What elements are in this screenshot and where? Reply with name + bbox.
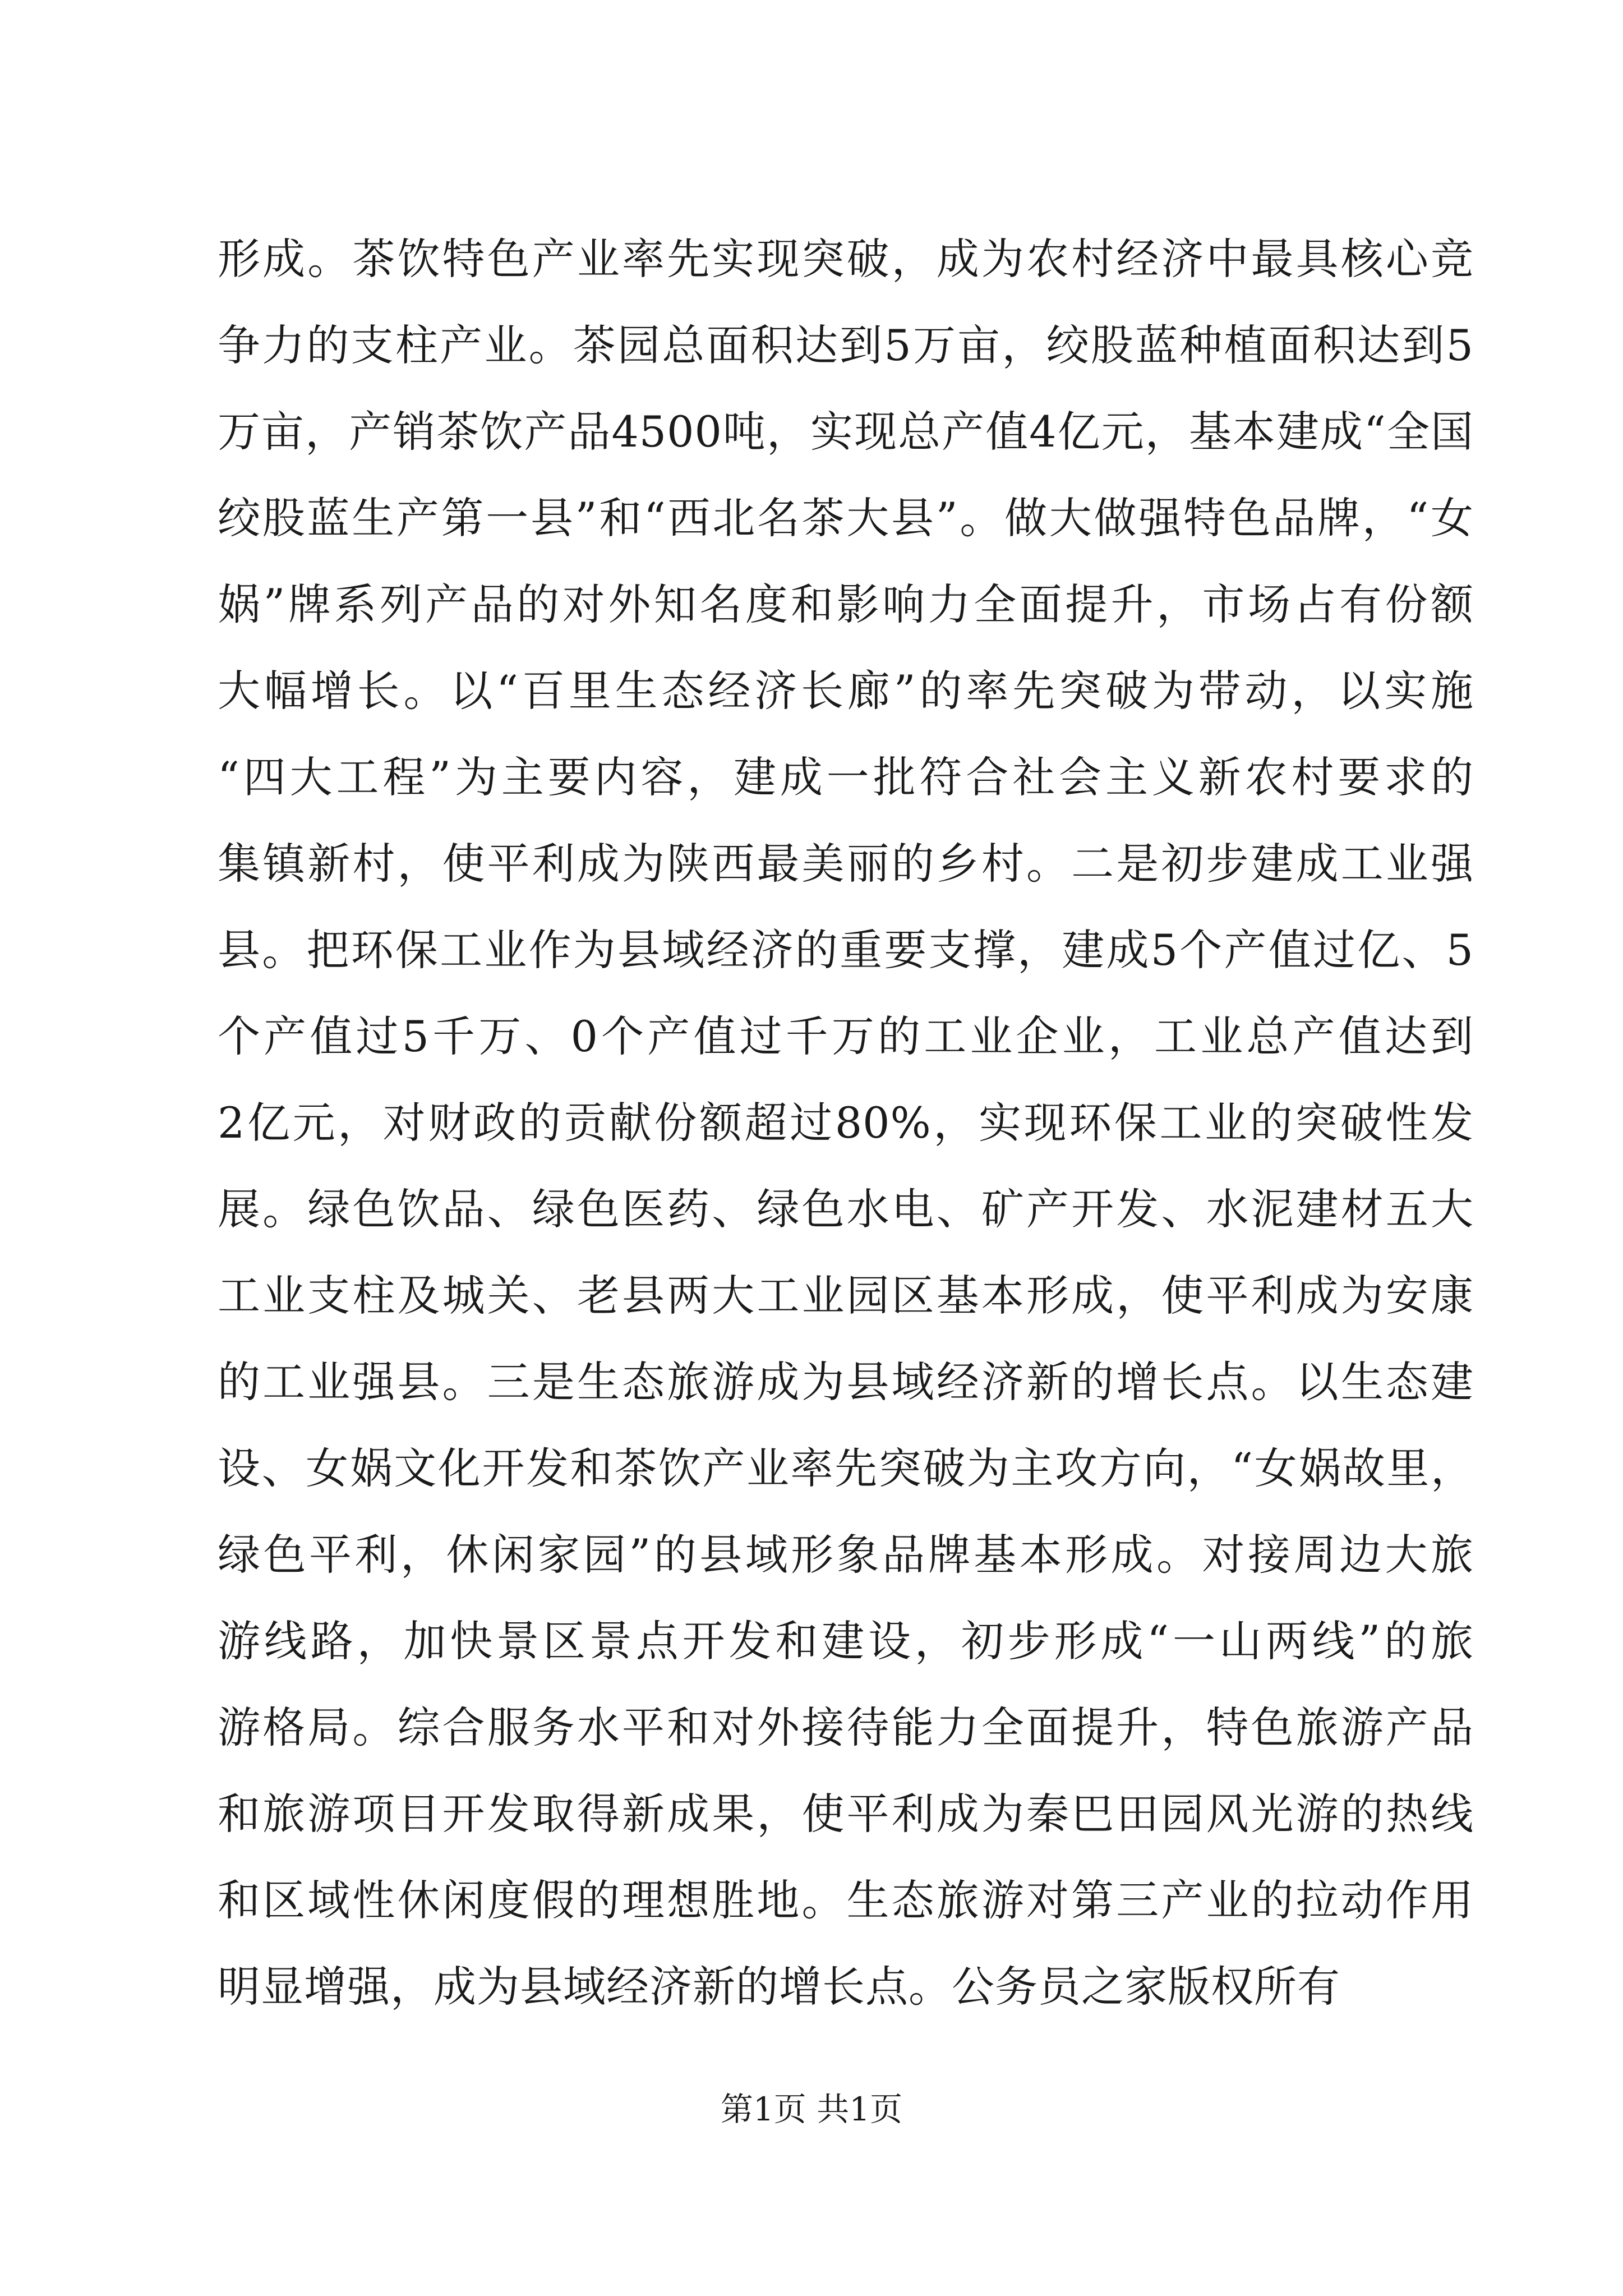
- text-line: 明显增强，成为县域经济新的增长点。公务员之家版权所有: [218, 1962, 1340, 2012]
- text-line: 县。把环保工业作为县域经济的重要支撑，建成5个产值过亿、5: [218, 925, 1474, 975]
- text-line: 形成。茶饮特色产业率先实现突破，成为农村经济中最具核心竞: [218, 234, 1474, 284]
- text-line: 游格局。综合服务水平和对外接待能力全面提升，特色旅游产品: [218, 1703, 1474, 1752]
- text-line: 绞股蓝生产第一县”和“西北名茶大县”。做大做强特色品牌，“女: [218, 493, 1474, 543]
- text-line: 展。绿色饮品、绿色医药、绿色水电、矿产开发、水泥建材五大: [218, 1184, 1474, 1234]
- text-line: 工业支柱及城关、老县两大工业园区基本形成，使平利成为安康: [218, 1271, 1474, 1320]
- text-line: 大幅增长。以“百里生态经济长廊”的率先突破为带动，以实施: [218, 666, 1474, 716]
- text-line: 个产值过5千万、0个产值过千万的工业企业，工业总产值达到: [218, 1011, 1474, 1061]
- text-line: 绿色平利，休闲家园”的县域形象品牌基本形成。对接周边大旅: [218, 1530, 1474, 1580]
- page-footer: 第1页 共1页: [720, 2090, 903, 2128]
- text-line: 娲”牌系列产品的对外知名度和影响力全面提升，市场占有份额: [218, 579, 1474, 629]
- text-line: 游线路，加快景区景点开发和建设，初步形成“一山两线”的旅: [218, 1616, 1474, 1666]
- text-line: 设、女娲文化开发和茶饮产业率先突破为主攻方向，“女娲故里，: [218, 1443, 1474, 1493]
- text-line: 和旅游项目开发取得新成果，使平利成为秦巴田园风光游的热线: [218, 1789, 1474, 1839]
- text-line: 争力的支柱产业。茶园总面积达到5万亩，绞股蓝种植面积达到5: [218, 320, 1474, 370]
- text-line: 集镇新村，使平利成为陕西最美丽的乡村。二是初步建成工业强: [218, 839, 1474, 889]
- text-line: “四大工程”为主要内容，建成一批符合社会主义新农村要求的: [218, 752, 1474, 802]
- text-line: 的工业强县。三是生态旅游成为县域经济新的增长点。以生态建: [218, 1357, 1474, 1407]
- text-line: 2亿元，对财政的贡献份额超过80%，实现环保工业的突破性发: [218, 1098, 1474, 1148]
- text-line: 万亩，产销茶饮产品4500吨，实现总产值4亿元，基本建成“全国: [218, 407, 1474, 457]
- text-line: 和区域性休闲度假的理想胜地。生态旅游对第三产业的拉动作用: [218, 1875, 1474, 1925]
- body-text: [218, 216, 1474, 2030]
